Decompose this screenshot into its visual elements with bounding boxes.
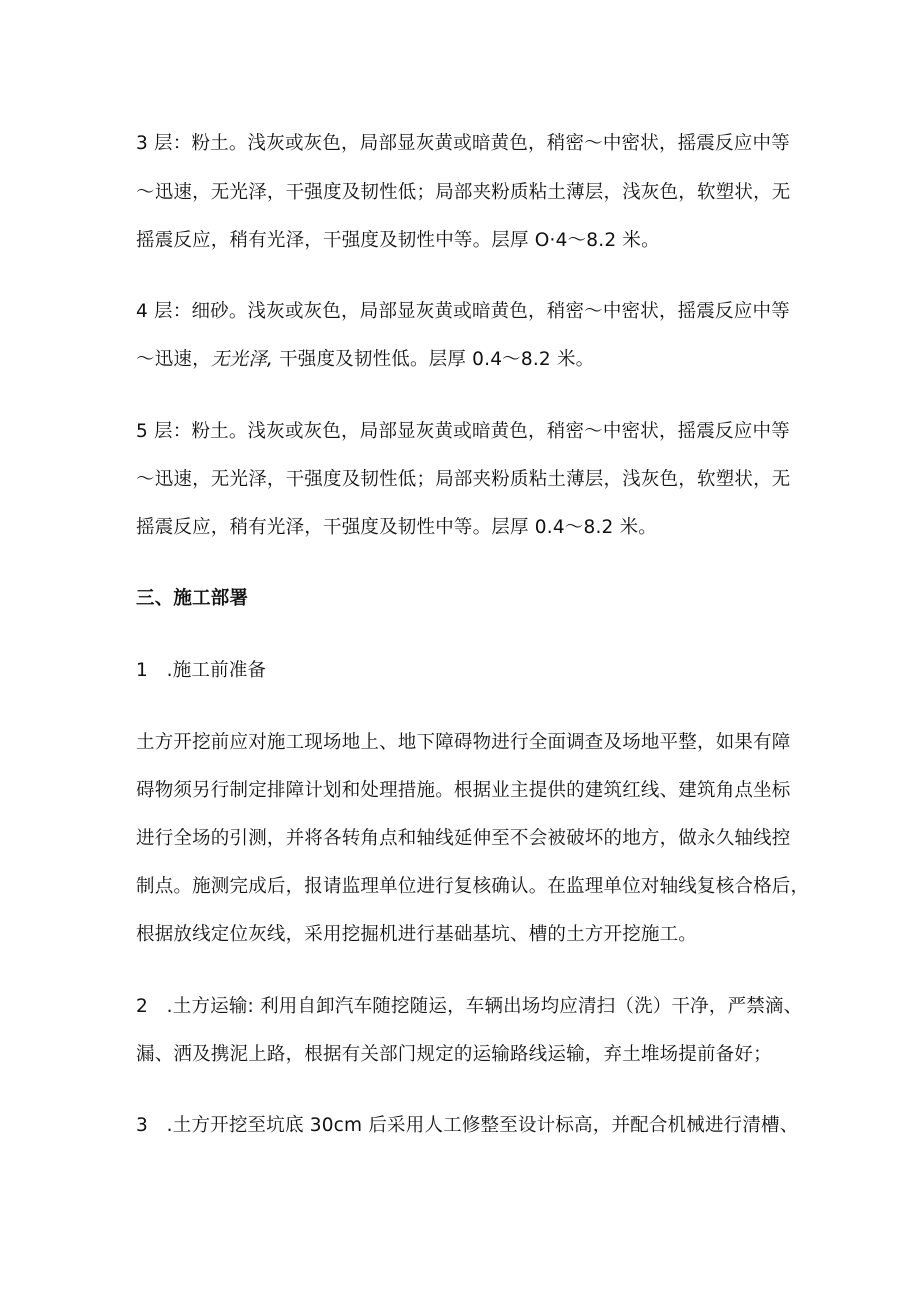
paragraph-line: 摇震反应，稍有光泽，干强度及韧性中等。层厚 O·4～8.2 米。 — [136, 230, 660, 251]
paragraph-line: 土方开挖前应对施工现场地上、地下障碍物进行全面调查及场地平整，如果有障 — [136, 732, 791, 753]
paragraph-line: 3 .土方开挖至坑底 30cm 后采用人工修整至设计标高，并配合机械进行清槽、 — [136, 1115, 799, 1136]
paragraph-line: 2 .土方运输: 利用自卸汽车随挖随运，车辆出场均应清扫（洗）干净，严禁滴、 — [136, 996, 803, 1017]
paragraph-line: 制点。施测完成后，报请监理单位进行复核确认。在监理单位对轴线复核合格后， — [136, 876, 810, 897]
paragraph-line: 3 层：粉土。浅灰或灰色，局部显灰黄或暗黄色，稍密～中密状，摇震反应中等 — [136, 133, 790, 154]
paragraph-line — [136, 348, 594, 372]
subsection-heading: 1 .施工前准备 — [136, 660, 267, 681]
section-heading: 三、施工部署 — [136, 588, 249, 609]
paragraph-line: 碍物须另行制定排障计划和处理措施。根据业主提供的建筑红线、建筑角点坐标 — [136, 780, 791, 801]
paragraph-line: 5 层：粉土。浅灰或灰色，局部显灰黄或暗黄色，稍密～中密状，摇震反应中等 — [136, 421, 790, 442]
paragraph-line: 进行全场的引测，并将各转角点和轴线延伸至不会被破坏的地方，做永久轴线控 — [136, 828, 791, 849]
paragraph-line: 根据放线定位灰线，采用挖掘机进行基础基坑、槽的土方开挖施工。 — [136, 924, 698, 945]
paragraph-line: 4 层：细砂。浅灰或灰色，局部显灰黄或暗黄色，稍密～中密状，摇震反应中等 — [136, 301, 790, 322]
paragraph-line: 摇震反应，稍有光泽，干强度及韧性中等。层厚 0.4～8.2 米。 — [136, 517, 658, 538]
paragraph-line: ～迅速，无光泽，干强度及韧性低；局部夹粉质粘土薄层，浅灰色，软塑状，无 — [136, 469, 791, 490]
paragraph-line: ～迅速，无光泽，干强度及韧性低；局部夹粉质粘土薄层，浅灰色，软塑状，无 — [136, 182, 791, 203]
text-segment: ～迅速， — [136, 349, 211, 370]
text-segment: 干强度及韧性低。层厚 0.4～8.2 米。 — [273, 349, 595, 370]
italic-text-segment: 无光泽, — [210, 349, 273, 370]
paragraph-line: 漏、洒及携泥上路，根据有关部门规定的运输路线运输，弃土堆场提前备好； — [136, 1044, 772, 1065]
